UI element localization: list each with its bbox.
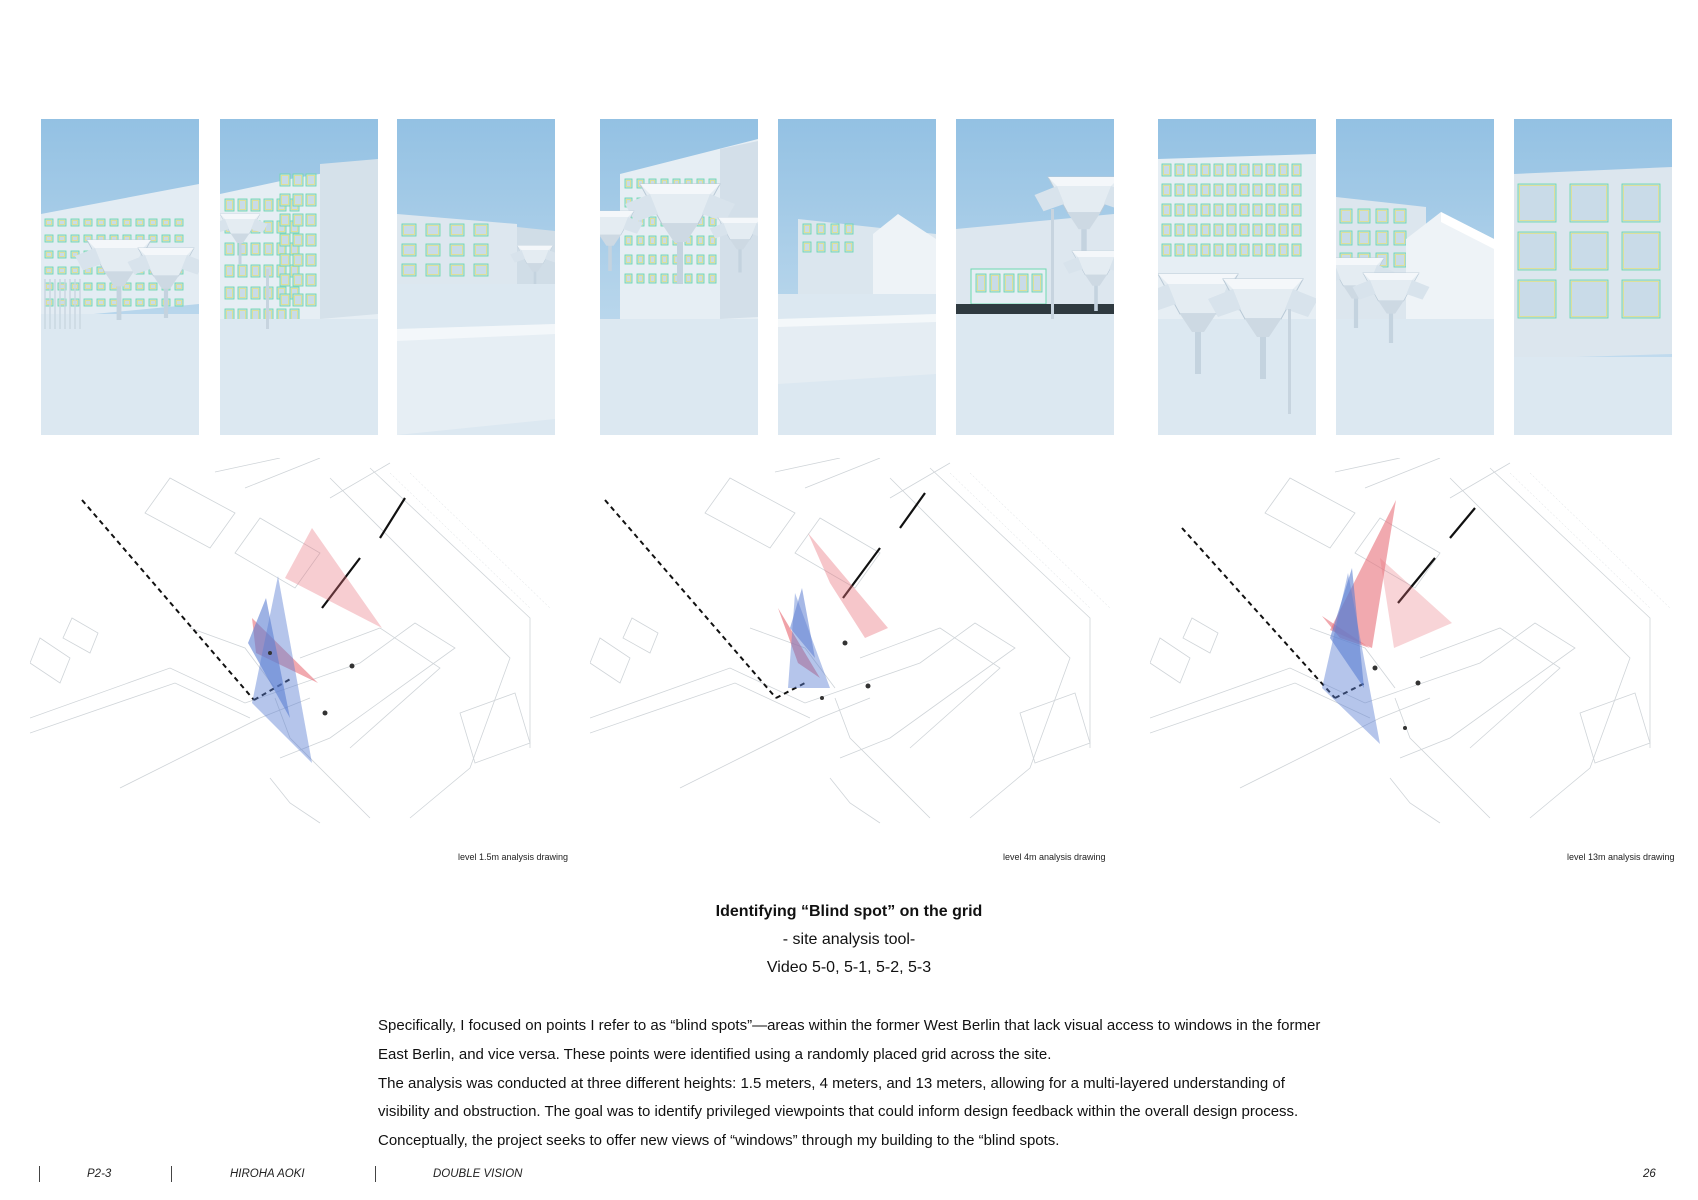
render-view-7 bbox=[1158, 119, 1316, 435]
render-view-6 bbox=[956, 119, 1114, 435]
footer-separator bbox=[171, 1166, 172, 1182]
drawing-caption-4m: level 4m analysis drawing bbox=[1003, 852, 1106, 862]
video-reference: Video 5-0, 5-1, 5-2, 5-3 bbox=[766, 959, 932, 976]
section-subtitle: - site analysis tool- bbox=[782, 931, 916, 948]
render-view-2 bbox=[220, 119, 378, 435]
drawing-caption-13m: level 13m analysis drawing bbox=[1567, 852, 1675, 862]
footer-author: HIROHA AOKI bbox=[230, 1168, 305, 1180]
section-heading bbox=[0, 898, 1698, 982]
render-view-3 bbox=[397, 119, 555, 435]
footer-separator bbox=[375, 1166, 376, 1182]
render-view-9 bbox=[1514, 119, 1672, 435]
analysis-drawing-4m bbox=[590, 458, 1122, 848]
body-paragraph-2: The analysis was conducted at three different heights: 1.5 meters, 4 meters, and 13 meters, allowing for a multi-layered understanding of visibility and obstruction. The goal was to identify privileged viewpoints that could inform design feedback within the overall design process. Conceptually, the project seeks to offer new views of “windows” through my building to the “blind spots. bbox=[378, 1074, 1299, 1150]
drawing-caption-1-5m: level 1.5m analysis drawing bbox=[458, 852, 569, 862]
analysis-drawing-1-5m bbox=[30, 458, 562, 848]
body-text bbox=[378, 1012, 1338, 1156]
footer-project: DOUBLE VISION bbox=[433, 1168, 523, 1180]
body-paragraph-1: Specifically, I focused on points I refer to as “blind spots”—areas within the former West Berlin that lack visual access to windows in the former East Berlin, and vice versa. These points were identified using a randomly placed grid across the site. bbox=[378, 1017, 1321, 1063]
footer-separator bbox=[39, 1166, 40, 1182]
render-view-5 bbox=[778, 119, 936, 435]
render-view-1 bbox=[41, 119, 199, 435]
render-view-4 bbox=[600, 119, 758, 435]
section-title: Identifying “Blind spot” on the grid bbox=[715, 903, 983, 920]
render-view-8 bbox=[1336, 119, 1494, 435]
analysis-drawing-13m bbox=[1150, 458, 1682, 848]
footer-page-code: P2-3 bbox=[87, 1168, 112, 1180]
footer-page-number: 26 bbox=[1643, 1168, 1656, 1180]
